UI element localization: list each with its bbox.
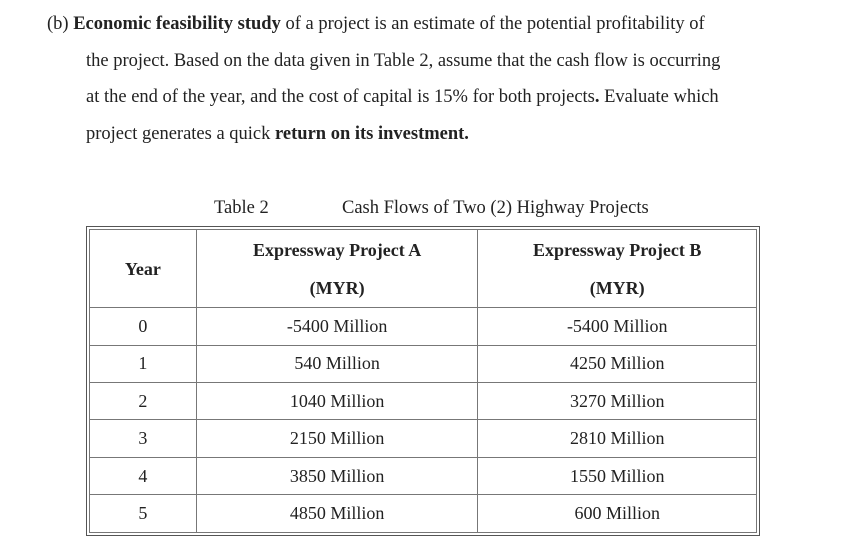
table-caption: [214, 198, 649, 219]
cell-project-a: -5400 Million: [196, 308, 478, 345]
question-line3-bold: .: [594, 87, 600, 107]
cell-year: 0: [90, 308, 197, 345]
question-line1-rest: of a project is an estimate of the potential profitability of: [280, 14, 705, 34]
table-row: [90, 420, 757, 457]
cell-project-b: 4250 Million: [478, 345, 757, 382]
question-line4-bold: return on its investment.: [275, 123, 469, 144]
cell-project-b: 1550 Million: [478, 457, 757, 494]
table-row: [90, 382, 757, 419]
question-label: (b): [47, 14, 69, 34]
cell-project-a: 2150 Million: [196, 420, 478, 457]
question-line4-start: project generates a quick: [86, 123, 276, 144]
question-line-3: [47, 79, 847, 116]
table-row: [90, 345, 757, 382]
table-row: [90, 457, 757, 494]
header-project-b: [478, 230, 757, 308]
cell-project-b: -5400 Million: [478, 308, 757, 345]
cell-project-a: 4850 Million: [196, 495, 478, 533]
header-project-a-label: Expressway Project A: [252, 239, 422, 260]
cell-project-a: 1040 Million: [196, 382, 478, 419]
cell-year: 5: [90, 495, 197, 533]
header-project-b-unit: (MYR): [589, 277, 645, 298]
table-row: [90, 308, 757, 345]
header-year: [90, 230, 197, 308]
cell-project-a: 540 Million: [196, 345, 478, 382]
cash-flow-table-frame: [86, 226, 760, 536]
table-caption-label: Table 2: [214, 198, 269, 218]
cell-project-b: 3270 Million: [478, 382, 757, 419]
cash-flow-table: [89, 229, 757, 533]
question-line-4: [47, 116, 847, 153]
question-line3-end: Evaluate which: [599, 87, 719, 107]
question-line3-start: at the end of the year, and the cost of capital is 15% for both projects: [86, 87, 595, 107]
cell-year: 1: [90, 345, 197, 382]
cell-project-b: 2810 Million: [478, 420, 757, 457]
table-row: [90, 495, 757, 533]
question-line-2: the project. Based on the data given in Table 2, assume that the cash flow is occurring: [86, 50, 721, 71]
cell-project-b: 600 Million: [478, 495, 757, 533]
question-term: Economic feasibility study: [73, 14, 281, 34]
table-header-row: [90, 230, 757, 308]
table-caption-title: Cash Flows of Two (2) Highway Projects: [342, 198, 649, 218]
cell-year: 2: [90, 382, 197, 419]
cell-year: 3: [90, 420, 197, 457]
question-line-1: [47, 6, 847, 43]
header-project-a-unit: (MYR): [309, 277, 365, 298]
cell-year: 4: [90, 457, 197, 494]
header-year-label: Year: [124, 258, 161, 279]
header-project-a: [196, 230, 478, 308]
question-text: [47, 6, 847, 152]
header-project-b-label: Expressway Project B: [533, 239, 702, 260]
cell-project-a: 3850 Million: [196, 457, 478, 494]
